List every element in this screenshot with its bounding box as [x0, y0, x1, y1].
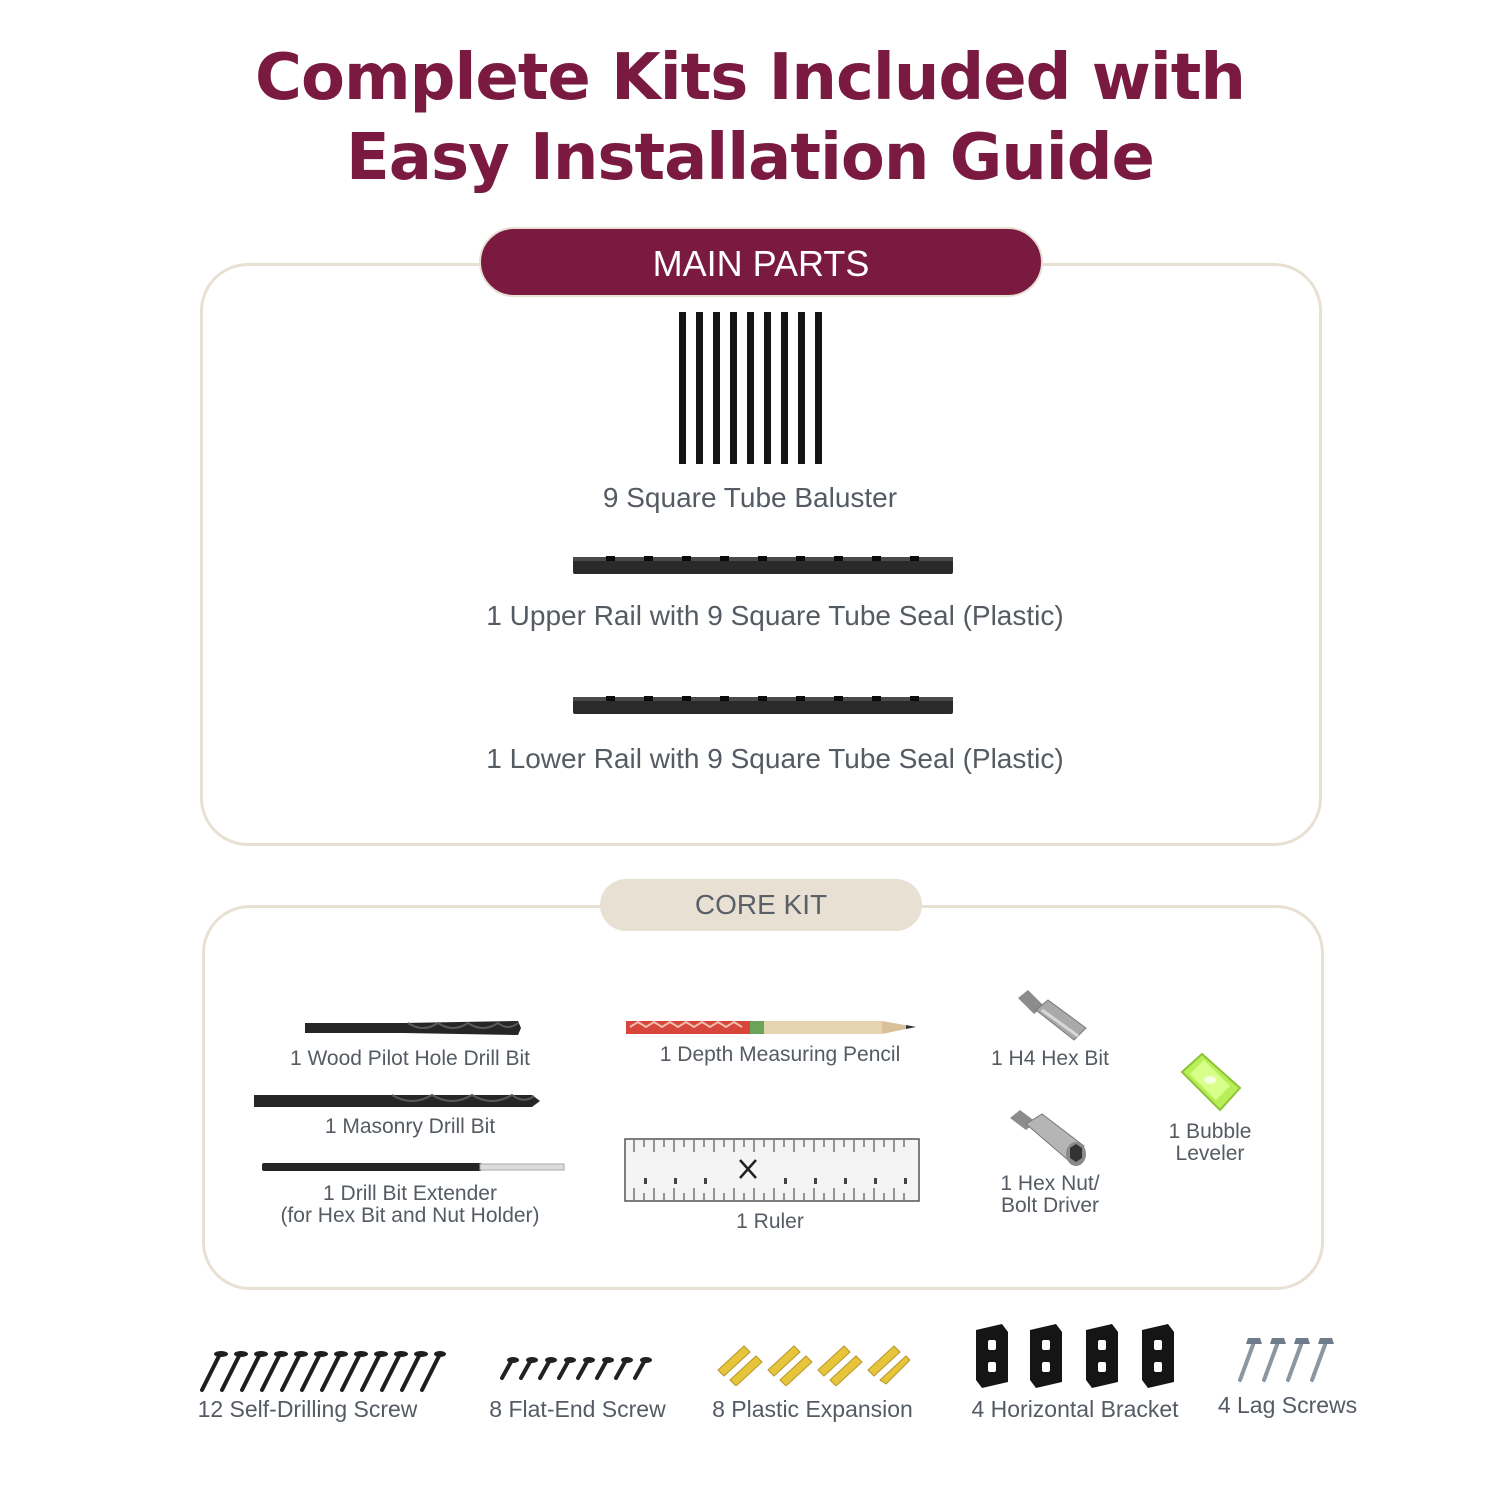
lower-rail-image — [572, 694, 954, 716]
masonry-drill-bit-image — [252, 1092, 542, 1110]
plastic-expansion-label: 8 Plastic Expansion — [712, 1396, 913, 1422]
wood-drill-bit-image — [303, 1019, 523, 1037]
drill-bit-extender-label-line-2: (for Hex Bit and Nut Holder) — [280, 1204, 540, 1227]
title-line-1: Complete Kits Included with — [255, 41, 1245, 115]
bubble-leveler-image — [1176, 1048, 1246, 1118]
core-kit-heading: CORE KIT — [600, 879, 922, 931]
nut-driver-label-line-1: 1 Hex Nut/ — [1000, 1172, 1100, 1195]
hex-bit-label: 1 H4 Hex Bit — [991, 1047, 1109, 1070]
self-drilling-screw-label: 12 Self-Drilling Screw — [197, 1396, 418, 1422]
horizontal-brackets-image — [972, 1322, 1182, 1390]
lag-screws-label: 4 Lag Screws — [1217, 1392, 1358, 1418]
horizontal-bracket-label: 4 Horizontal Bracket — [971, 1396, 1179, 1422]
bubble-leveler-label — [1130, 1121, 1290, 1165]
upper-rail-label: 1 Upper Rail with 9 Square Tube Seal (Plastic) — [486, 600, 1064, 631]
title-line-2: Easy Installation Guide — [346, 121, 1154, 195]
upper-rail-image — [572, 554, 954, 576]
self-drilling-screws-image — [196, 1348, 446, 1396]
drill-bit-extender-image — [260, 1160, 568, 1174]
plastic-expansion-image — [714, 1340, 910, 1386]
wood-drill-bit-label: 1 Wood Pilot Hole Drill Bit — [289, 1047, 531, 1070]
lower-rail-label: 1 Lower Rail with 9 Square Tube Seal (Plastic) — [486, 743, 1064, 774]
baluster-image — [676, 312, 826, 466]
flat-end-screw-label: 8 Flat-End Screw — [489, 1396, 666, 1422]
depth-pencil-label: 1 Depth Measuring Pencil — [659, 1043, 901, 1066]
drill-bit-extender-label — [250, 1183, 570, 1227]
masonry-drill-bit-label: 1 Masonry Drill Bit — [324, 1115, 496, 1138]
nut-driver-label — [960, 1173, 1140, 1217]
page-title — [0, 38, 1500, 198]
lag-screws-image — [1234, 1334, 1338, 1384]
baluster-label: 9 Square Tube Baluster — [602, 482, 898, 513]
nut-driver-label-line-2: Bolt Driver — [1000, 1194, 1100, 1217]
drill-bit-extender-label-line-1: 1 Drill Bit Extender — [323, 1182, 497, 1205]
bubble-leveler-label-line-1: 1 Bubble — [1168, 1120, 1252, 1143]
bubble-leveler-label-line-2: Leveler — [1175, 1142, 1245, 1165]
depth-pencil-image — [624, 1018, 920, 1038]
hex-bit-image — [1014, 986, 1088, 1044]
nut-driver-image — [1006, 1108, 1088, 1170]
flat-end-screws-image — [498, 1354, 660, 1384]
ruler-image — [624, 1138, 920, 1204]
ruler-label: 1 Ruler — [736, 1210, 804, 1233]
main-parts-heading: MAIN PARTS — [479, 227, 1043, 297]
